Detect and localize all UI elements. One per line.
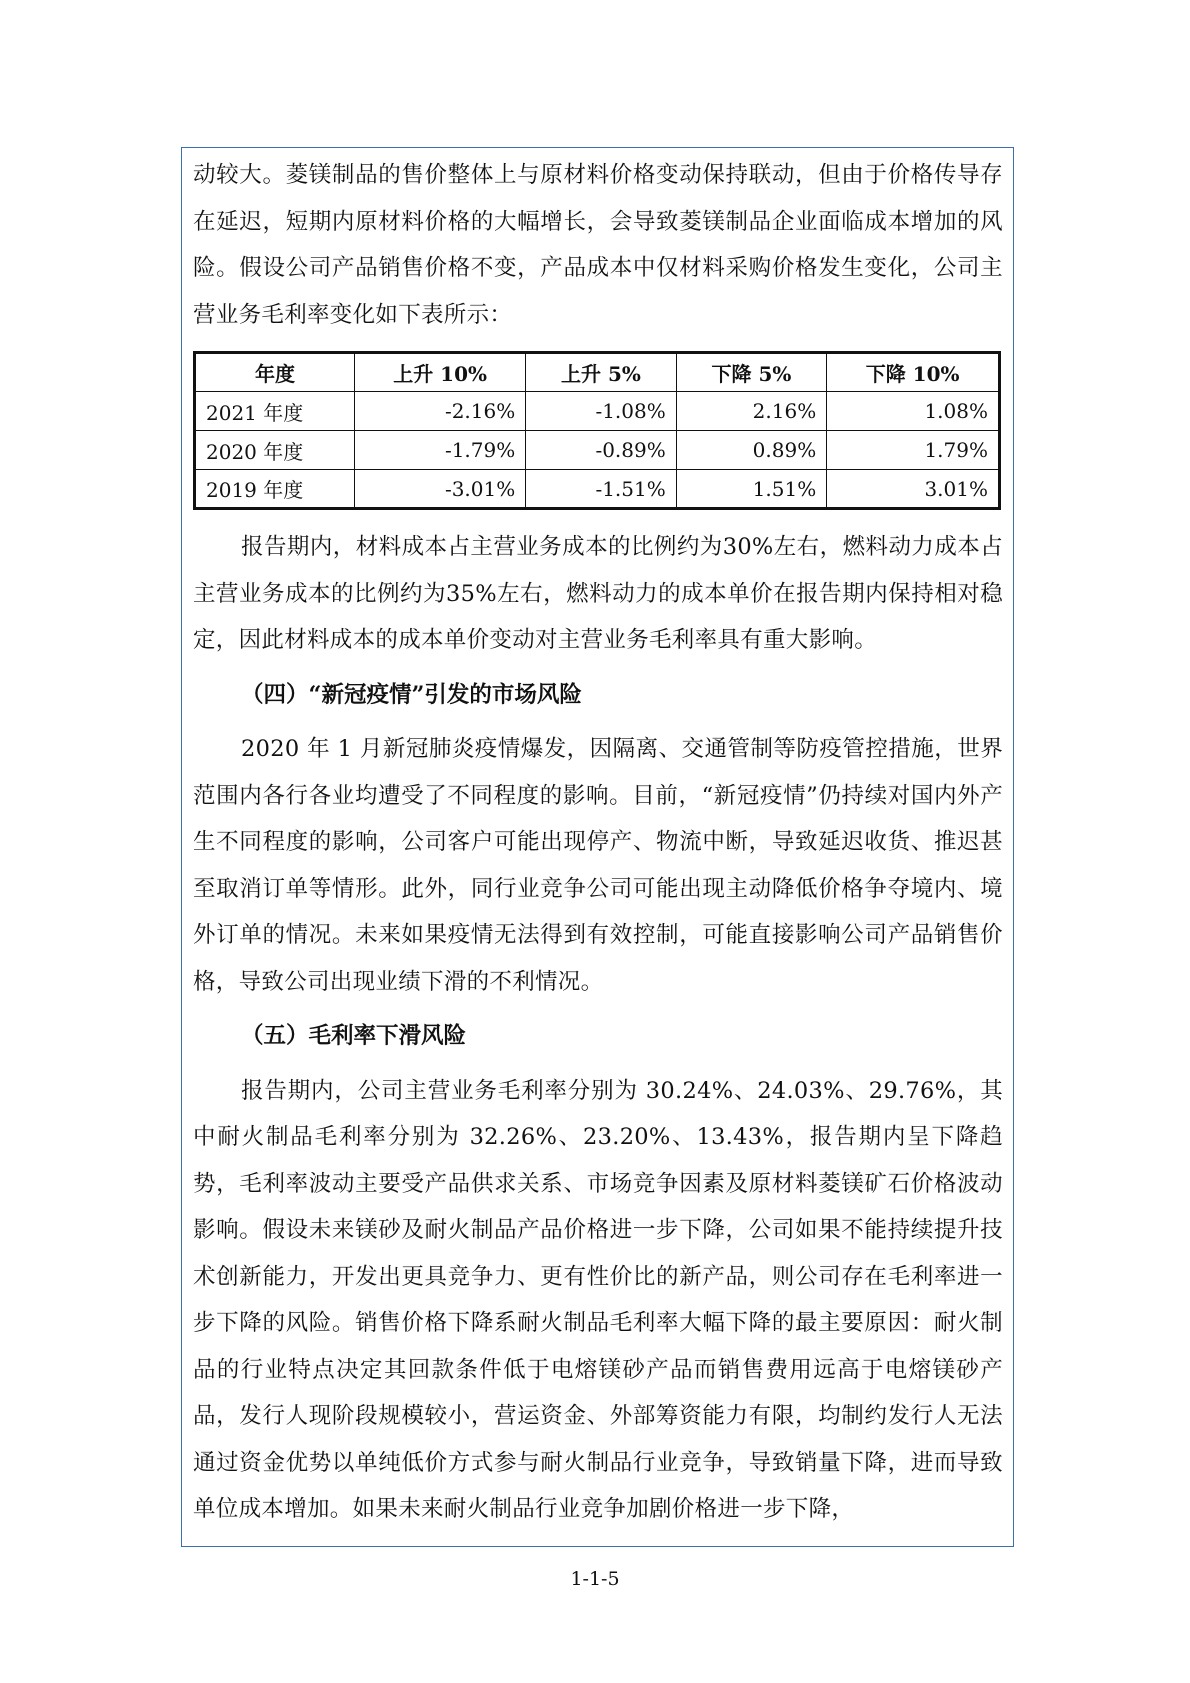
table-cell: 1.79% (827, 431, 1000, 470)
table-row (195, 470, 1000, 509)
paragraph-material-cost-share: 报告期内，材料成本占主营业务成本的比例约为30%左右，燃料动力成本占主营业务成本的比例约为35%左右，燃料动力的成本单价在报告期内保持相对稳定，因此材料成本的成本单价变动对主营业务毛利率具有重大影响。 (193, 534, 1003, 653)
table-cell: -1.79% (355, 431, 526, 470)
header-down-10: 下降 10% (827, 353, 1000, 392)
row-year: 2019 年度 (195, 470, 355, 509)
page-number: 1-1-5 (570, 1568, 620, 1590)
table-row (195, 392, 1000, 431)
row-year: 2021 年度 (195, 392, 355, 431)
gross-margin-sensitivity-table (193, 351, 1001, 510)
table-header-row (195, 353, 1000, 392)
section-heading-margin-risk: （五）毛利率下滑风险 (241, 1023, 467, 1049)
header-year: 年度 (195, 353, 355, 392)
table-cell: -3.01% (355, 470, 526, 509)
content-frame (181, 147, 1014, 1547)
table-cell: 0.89% (676, 431, 826, 470)
header-up-10: 上升 10% (355, 353, 526, 392)
table-cell: -1.51% (526, 470, 676, 509)
header-up-5: 上升 5% (526, 353, 676, 392)
table-cell: 1.51% (676, 470, 826, 509)
table-cell: 2.16% (676, 392, 826, 431)
table-cell: 3.01% (827, 470, 1000, 509)
table-cell: -0.89% (526, 431, 676, 470)
table-cell: 1.08% (827, 392, 1000, 431)
table-cell: -2.16% (355, 392, 526, 431)
table-cell: -1.08% (526, 392, 676, 431)
row-year: 2020 年度 (195, 431, 355, 470)
header-down-5: 下降 5% (676, 353, 826, 392)
paragraph-cost-risk: 动较大。菱镁制品的售价整体上与原材料价格变动保持联动，但由于价格传导存在延迟，短期内原材料价格的大幅增长，会导致菱镁制品企业面临成本增加的风险。假设公司产品销售价格不变，产品成本中仅材料采购价格发生变化，公司主营业务毛利率变化如下表所示： (193, 162, 1003, 328)
table-row (195, 431, 1000, 470)
section-heading-covid-risk: （四）“新冠疫情”引发的市场风险 (241, 681, 582, 708)
paragraph-covid-risk: 2020 年 1 月新冠肺炎疫情爆发，因隔离、交通管制等防疫管控措施，世界范围内各行各业均遭受了不同程度的影响。目前，“新冠疫情”仍持续对国内外产生不同程度的影响，公司客户可能出现停产、物流中断，导致延迟收货、推迟甚至取消订单等情形。此外，同行业竞争公司可能出现主动降低价格争夺境内、境外订单的情况。未来如果疫情无法得到有效控制，可能直接影响公司产品销售价格，导致公司出现业绩下滑的不利情况。 (193, 736, 1003, 995)
paragraph-margin-risk: 报告期内，公司主营业务毛利率分别为 30.24%、24.03%、29.76%，其中耐火制品毛利率分别为 32.26%、23.20%、13.43%，报告期内呈下降趋势，毛利率波动主要受产品供求关系、市场竞争因素及原材料菱镁矿石价格波动影响。假设未来镁砂及耐火制品产品价格进一步下降，公司如果不能持续提升技术创新能力，开发出更具竞争力、更有性价比的新产品，则公司存在毛利率进一步下降的风险。销售价格下降系耐火制品毛利率大幅下降的最主要原因：耐火制品的行业特点决定其回款条件低于电熔镁砂产品而销售费用远高于电熔镁砂产品，发行人现阶段规模较小，营运资金、外部筹资能力有限，均制约发行人无法通过资金优势以单纯低价方式参与耐火制品行业竞争，导致销量下降，进而导致单位成本增加。如果未来耐火制品行业竞争加剧价格进一步下降， (193, 1077, 1003, 1522)
document-body (193, 148, 1003, 1533)
